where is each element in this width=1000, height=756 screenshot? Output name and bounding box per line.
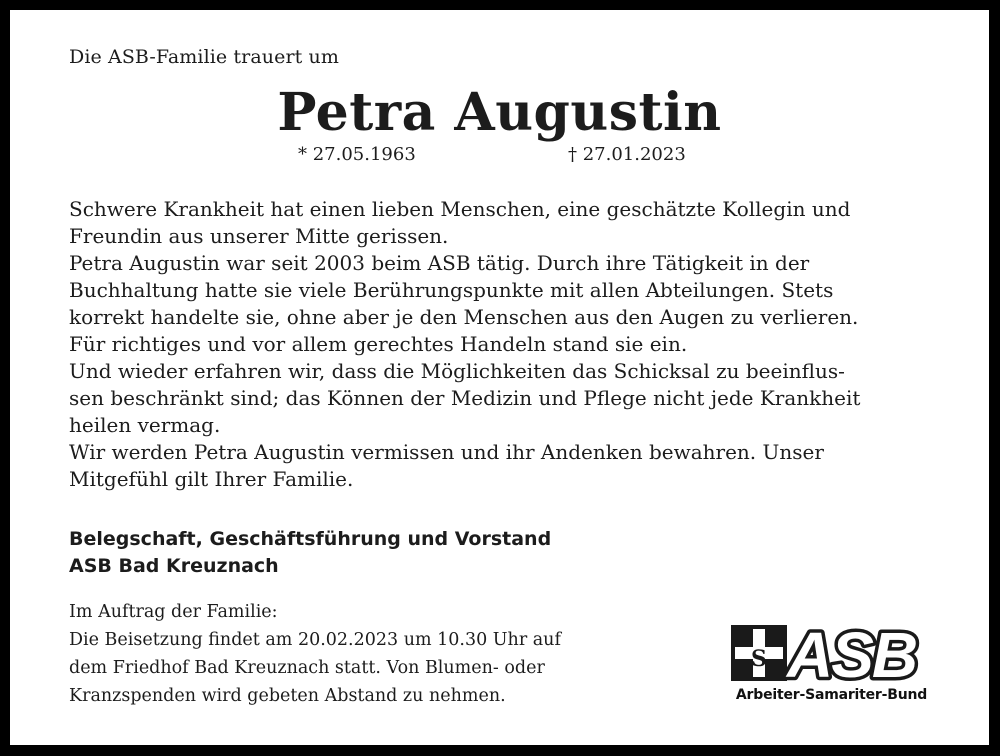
notice-line: dem Friedhof Bad Kreuznach statt. Von Blumen- oder xyxy=(69,658,545,678)
body-line: Buchhaltung hatte sie viele Berührungspunkte mit allen Abteilungen. Stets xyxy=(69,278,834,302)
body-line: heilen vermag. xyxy=(69,413,221,437)
signature-line-staff: Belegschaft, Geschäftsführung und Vorstand xyxy=(69,528,552,550)
notice-line: Im Auftrag der Familie: xyxy=(69,602,278,622)
funeral-notice xyxy=(69,598,561,710)
obituary-body xyxy=(69,196,949,493)
notice-line: Die Beisetzung findet am 20.02.2023 um 10.30 Uhr auf xyxy=(69,630,561,650)
body-line: Für richtiges und vor allem gerechtes Handeln stand sie ein. xyxy=(69,332,688,356)
body-line: sen beschränkt sind; das Können der Medizin und Pflege nicht jede Krankheit xyxy=(69,386,861,410)
body-line: Mitgefühl gilt Ihrer Familie. xyxy=(69,467,354,491)
intro-text: Die ASB-Familie trauert um xyxy=(69,46,339,68)
signature-block xyxy=(69,526,551,580)
body-line: Schwere Krankheit hat einen lieben Menschen, eine geschätzte Kollegin und xyxy=(69,197,851,221)
body-line: Und wieder erfahren wir, dass die Möglichkeiten das Schicksal zu beeinflus- xyxy=(69,359,845,383)
deceased-name: Petra Augustin xyxy=(277,82,722,143)
body-line: Petra Augustin war seit 2003 beim ASB tätig. Durch ihre Tätigkeit in der xyxy=(69,251,810,275)
obituary-notice xyxy=(10,10,989,745)
asb-logo xyxy=(729,619,934,709)
body-line: Freundin aus unserer Mitte gerissen. xyxy=(69,224,449,248)
birth-date: * 27.05.1963 xyxy=(298,144,416,165)
asb-samaritan-cross-logo-icon xyxy=(729,619,934,687)
death-date: † 27.01.2023 xyxy=(568,144,686,165)
body-line: Wir werden Petra Augustin vermissen und ihr Andenken bewahren. Unser xyxy=(69,440,824,464)
signature-line-org: ASB Bad Kreuznach xyxy=(69,555,279,577)
body-line: korrekt handelte sie, ohne aber je den Menschen aus den Augen zu verlieren. xyxy=(69,305,859,329)
svg-text:ASB: ASB xyxy=(787,619,917,687)
notice-line: Kranzspenden wird gebeten Abstand zu nehmen. xyxy=(69,686,506,706)
svg-text:S: S xyxy=(751,646,767,672)
logo-caption: Arbeiter-Samariter-Bund xyxy=(735,687,928,703)
